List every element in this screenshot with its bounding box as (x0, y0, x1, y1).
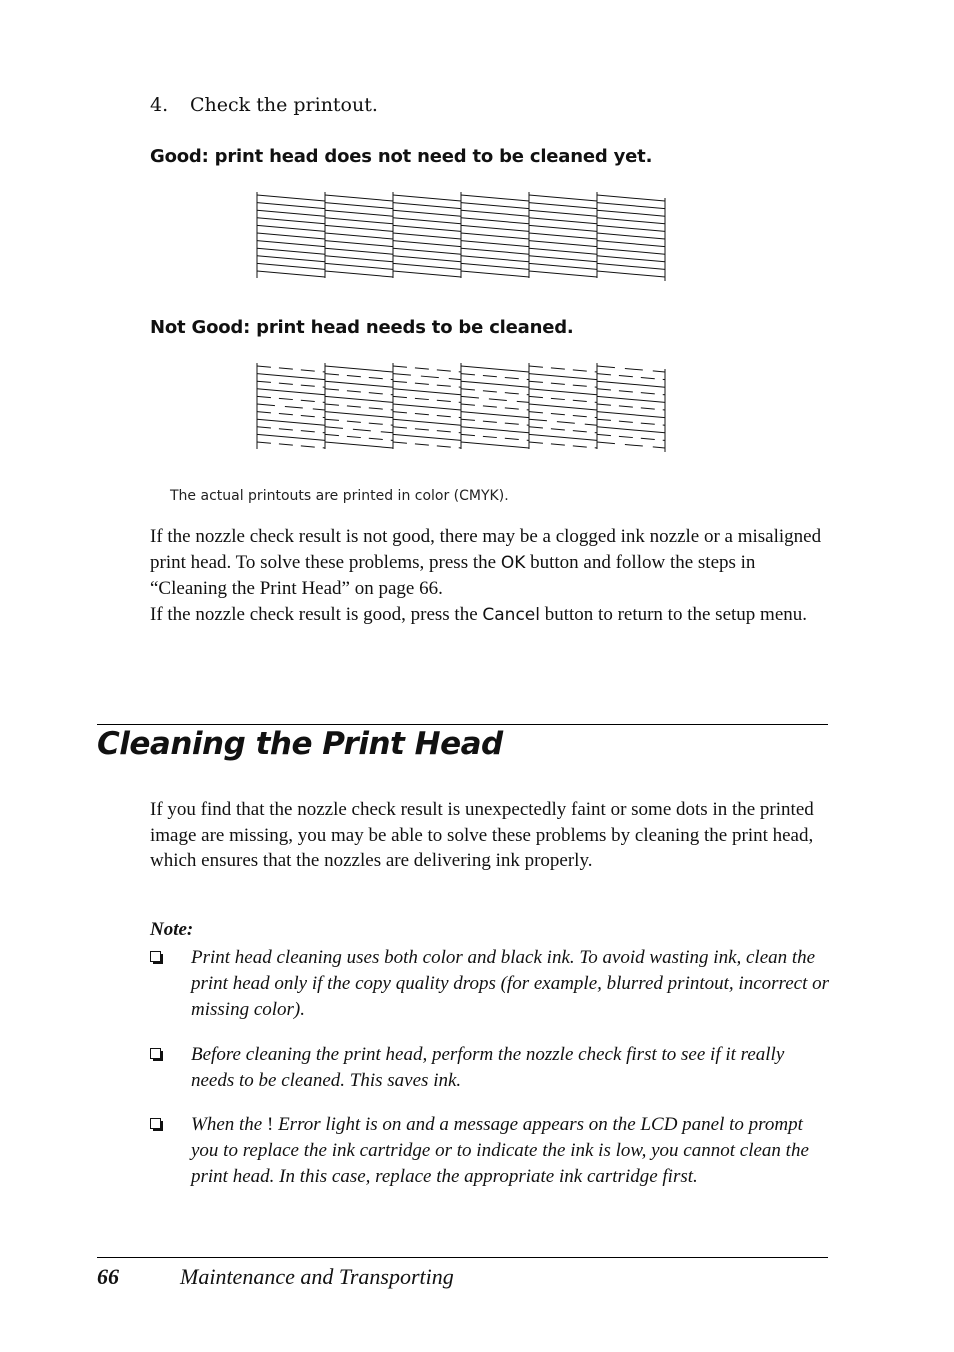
pattern-line (597, 427, 665, 433)
pattern-line (393, 434, 461, 440)
not-good-label: Not Good: print head needs to be cleaned. (150, 317, 574, 338)
footer-title: Maintenance and Transporting (180, 1264, 454, 1289)
pattern-line (461, 248, 529, 254)
pattern-line (257, 271, 325, 277)
checkbox-bullet-icon (150, 1118, 161, 1129)
checkbox-bullet-icon (150, 1048, 161, 1059)
note-item-text-before: When the (191, 1114, 267, 1135)
pattern-line (325, 210, 393, 216)
pattern-line (257, 263, 325, 269)
pattern-line (325, 241, 393, 247)
pattern-line (393, 203, 461, 209)
pattern-line (597, 233, 665, 239)
pattern-line (597, 389, 665, 395)
pattern-line (325, 218, 393, 224)
section-title: Cleaning the Print Head (97, 726, 503, 762)
pattern-line (461, 263, 529, 269)
pattern-line (393, 195, 461, 201)
pattern-line (325, 225, 393, 231)
pattern-line (529, 263, 597, 269)
pattern-line (257, 442, 325, 448)
good-nozzle-pattern (255, 192, 669, 284)
pattern-line (597, 366, 665, 372)
pattern-line (257, 225, 325, 231)
pattern-line (257, 419, 325, 425)
pattern-line (597, 374, 665, 380)
pattern-line (325, 256, 393, 262)
pattern-line (325, 427, 393, 433)
nozzle-result-paragraph (150, 524, 830, 628)
pattern-line (257, 366, 325, 372)
pattern-line (393, 381, 461, 387)
ok-button-name: OK (500, 553, 526, 573)
pattern-line (257, 256, 325, 262)
pattern-line (325, 233, 393, 239)
step-number: 4. (150, 94, 169, 116)
pattern-line (393, 248, 461, 254)
pattern-line (529, 412, 597, 418)
step-text: Check the printout. (190, 94, 378, 116)
footer-divider (97, 1257, 828, 1258)
pattern-caption: The actual printouts are printed in color (CMYK). (170, 488, 509, 504)
pattern-line (393, 233, 461, 239)
pattern-line (597, 256, 665, 262)
pattern-line (461, 218, 529, 224)
pattern-line (257, 434, 325, 440)
pattern-line (257, 241, 325, 247)
pattern-line (461, 374, 529, 380)
pattern-line (529, 419, 597, 425)
note-item-text: Print head cleaning uses both color and black ink. To avoid wasting ink, clean the print head only if the copy quality drops (for example, blurred printout, incorrect or missing color). (191, 947, 829, 1020)
good-label: Good: print head does not need to be cleaned yet. (150, 146, 653, 167)
pattern-line (461, 233, 529, 239)
pattern-line (597, 248, 665, 254)
pattern-line (597, 434, 665, 440)
pattern-line (325, 203, 393, 209)
step-4 (150, 94, 378, 116)
pattern-line (529, 256, 597, 262)
pattern-line (597, 203, 665, 209)
pattern-line (257, 427, 325, 433)
pattern-line (257, 195, 325, 201)
pattern-line (461, 419, 529, 425)
error-light-icon: ! (266, 1114, 274, 1135)
pattern-line (461, 404, 529, 410)
pattern-line (393, 442, 461, 448)
pattern-line (597, 412, 665, 418)
pattern-line (461, 203, 529, 209)
pattern-line (393, 366, 461, 372)
pattern-line (597, 396, 665, 402)
pattern-line (257, 218, 325, 224)
pattern-line (529, 241, 597, 247)
pattern-line (325, 396, 393, 402)
para1-text-3: If the nozzle check result is good, press the (150, 604, 483, 625)
pattern-line (393, 263, 461, 269)
pattern-line (597, 218, 665, 224)
pattern-line (529, 366, 597, 372)
para1-text-4: button to return to the setup menu. (539, 604, 807, 625)
pattern-line (325, 366, 393, 372)
pattern-line (529, 404, 597, 410)
pattern-line (597, 241, 665, 247)
pattern-line (529, 225, 597, 231)
pattern-line (257, 374, 325, 380)
pattern-line (393, 271, 461, 277)
para1-text-1: If the nozzle check result is not good, there may be a clogged ink nozzle or a misaligned print head. To solve these problems, press the (150, 526, 822, 573)
pattern-line (325, 248, 393, 254)
note-label: Note: (150, 919, 194, 940)
pattern-line (597, 442, 665, 448)
pattern-line (325, 434, 393, 440)
section-intro: If you find that the nozzle check result is unexpectedly faint or some dots in the printed image are missing, you may be able to solve these problems by cleaning the print head, which ensures that the nozzles are delivering ink properly. (150, 799, 814, 871)
pattern-line (461, 427, 529, 433)
pattern-line (529, 218, 597, 224)
section-divider (97, 724, 828, 725)
pattern-line (257, 248, 325, 254)
checkbox-bullet-icon (150, 951, 161, 962)
pattern-line (325, 442, 393, 448)
pattern-line (529, 233, 597, 239)
pattern-line (257, 389, 325, 395)
pattern-line (461, 381, 529, 387)
pattern-line (529, 389, 597, 395)
pattern-line (393, 396, 461, 402)
pattern-line (529, 203, 597, 209)
pattern-line (325, 412, 393, 418)
pattern-line (393, 389, 461, 395)
cancel-button-name: Cancel (482, 605, 540, 625)
pattern-line (325, 195, 393, 201)
pattern-line (461, 389, 529, 395)
note-item-text (191, 1112, 831, 1190)
note-item-text: Before cleaning the print head, perform the nozzle check first to see if it really needs to be cleaned. This saves ink. (191, 1044, 785, 1091)
pattern-line (325, 381, 393, 387)
pattern-line (257, 381, 325, 387)
pattern-line (529, 434, 597, 440)
pattern-line (597, 225, 665, 231)
pattern-line (461, 195, 529, 201)
pattern-line (461, 256, 529, 262)
pattern-line (461, 396, 529, 402)
pattern-line (393, 241, 461, 247)
pattern-line (325, 374, 393, 380)
pattern-line (597, 419, 665, 425)
pattern-line (529, 374, 597, 380)
pattern-line (529, 427, 597, 433)
pattern-line (529, 271, 597, 277)
pattern-line (529, 442, 597, 448)
pattern-line (393, 210, 461, 216)
pattern-line (325, 271, 393, 277)
pattern-line (597, 381, 665, 387)
pattern-line (529, 195, 597, 201)
pattern-line (461, 210, 529, 216)
pattern-line (325, 389, 393, 395)
pattern-line (597, 210, 665, 216)
pattern-line (461, 271, 529, 277)
pattern-line (393, 412, 461, 418)
pattern-line (257, 412, 325, 418)
pattern-line (461, 366, 529, 372)
pattern-line (257, 210, 325, 216)
pattern-line (325, 263, 393, 269)
page-number: 66 (97, 1264, 119, 1289)
pattern-line (461, 225, 529, 231)
para1-text-2: button and follow the steps in “Cleaning the Print Head” on page 66. (150, 552, 756, 599)
pattern-line (257, 404, 325, 410)
pattern-line (257, 396, 325, 402)
pattern-line (529, 210, 597, 216)
pattern-line (393, 427, 461, 433)
pattern-line (529, 396, 597, 402)
pattern-line (325, 404, 393, 410)
pattern-line (597, 404, 665, 410)
not-good-nozzle-pattern (255, 363, 669, 455)
pattern-line (393, 404, 461, 410)
pattern-line (393, 419, 461, 425)
pattern-line (461, 241, 529, 247)
pattern-line (529, 248, 597, 254)
pattern-line (461, 442, 529, 448)
pattern-line (597, 263, 665, 269)
pattern-line (529, 381, 597, 387)
pattern-line (461, 434, 529, 440)
pattern-line (393, 374, 461, 380)
pattern-line (257, 233, 325, 239)
pattern-line (597, 195, 665, 201)
pattern-line (461, 412, 529, 418)
pattern-line (393, 256, 461, 262)
pattern-line (257, 203, 325, 209)
pattern-line (597, 271, 665, 277)
pattern-line (393, 218, 461, 224)
note-item-text-after: Error light is on and a message appears on the LCD panel to prompt you to replace the ink cartridge or to indicate the ink is low, you cannot clean the print head. In this case, replace the appropriate ink cartridge first. (191, 1114, 809, 1187)
pattern-line (325, 419, 393, 425)
pattern-line (393, 225, 461, 231)
